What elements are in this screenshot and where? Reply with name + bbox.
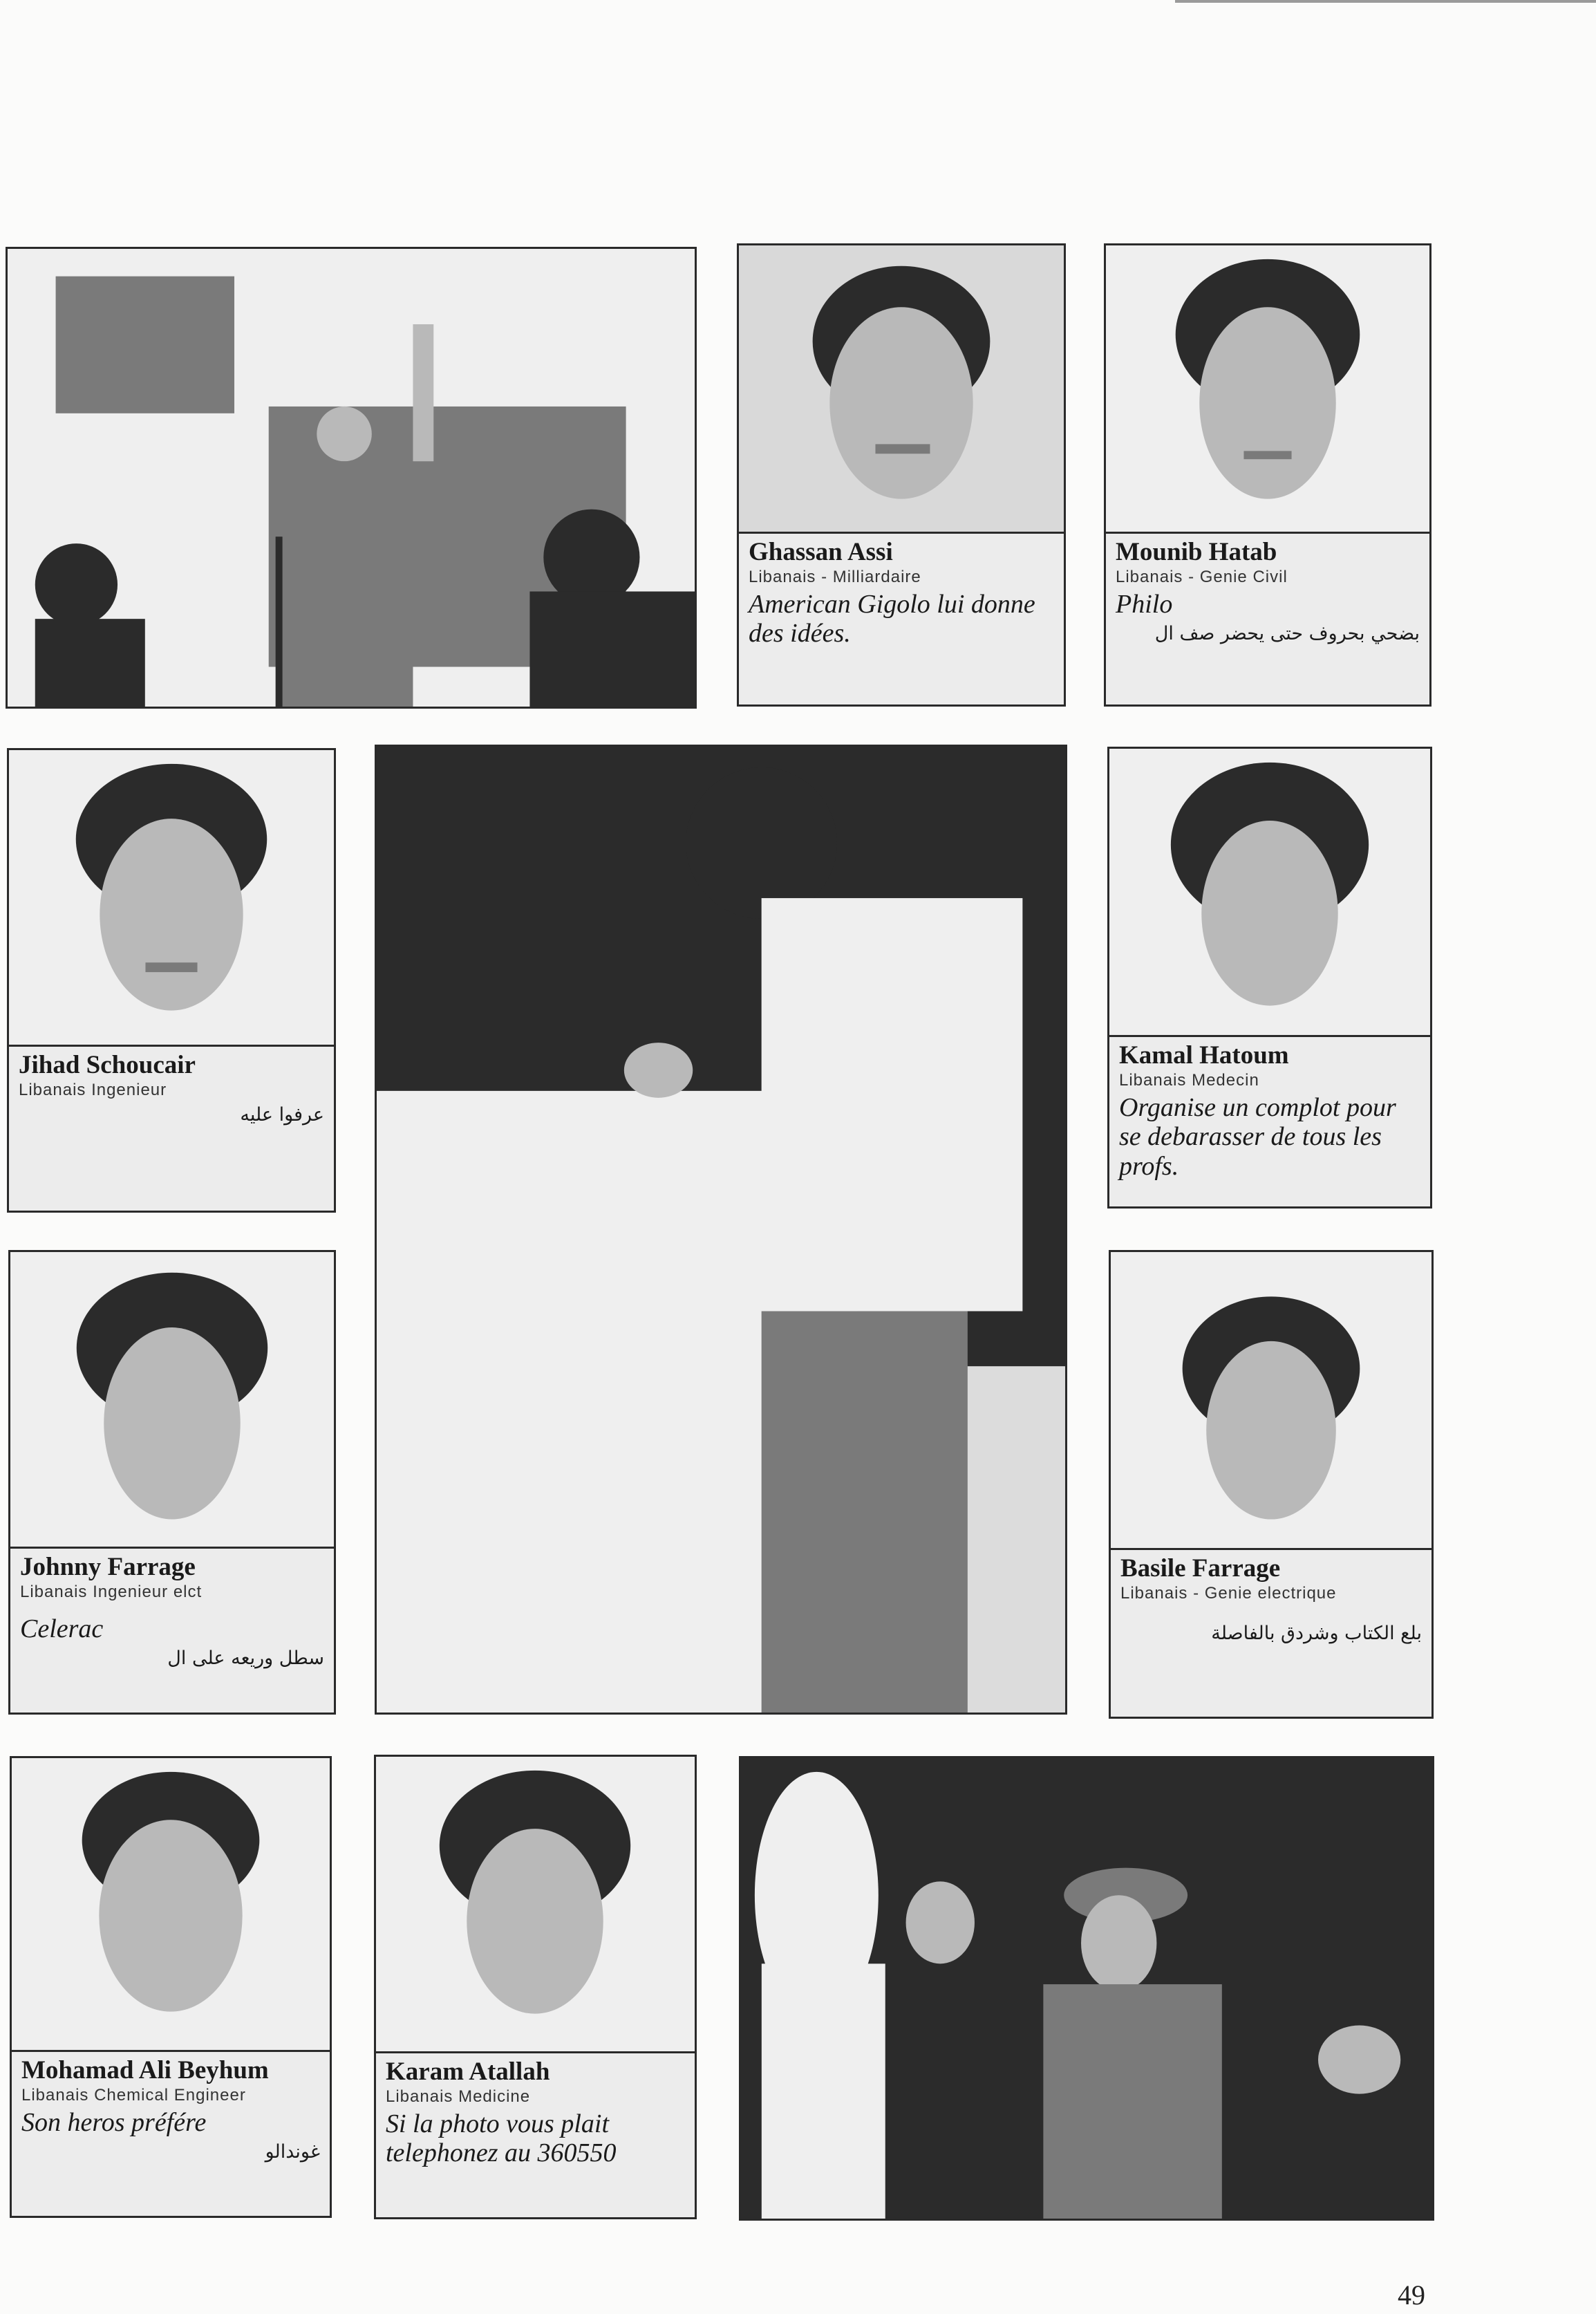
student-name: Johnny Farrage (20, 1553, 196, 1581)
student-quote: Organise un complot pour se debarasser de tous les profs. (1119, 1092, 1396, 1181)
portrait-caption (1111, 1548, 1431, 1717)
party-photo (739, 1756, 1434, 2221)
central-photo (375, 745, 1067, 1715)
portrait-card-basile-farrage (1109, 1250, 1434, 1719)
student-name: Jihad Schoucair (19, 1051, 196, 1079)
student-subtitle: Libanais - Milliardaire (749, 567, 921, 586)
portrait-caption (10, 1547, 334, 1713)
student-subtitle: Libanais Ingenieur elct (20, 1582, 203, 1601)
page-number: 49 (1398, 2279, 1425, 2311)
portrait-caption (1106, 532, 1429, 705)
portrait-card-kamal-hatoum (1107, 747, 1432, 1209)
student-subtitle: Libanais Chemical Engineer (21, 2085, 246, 2105)
student-name: Karam Atallah (386, 2058, 550, 2086)
student-arabic-quote: سطل وريعه على ال (167, 1648, 324, 1670)
portrait-caption (376, 2051, 695, 2217)
student-subtitle: Libanais - Genie electrique (1120, 1583, 1337, 1603)
party-photo-image (741, 1758, 1432, 2219)
classroom-photo (6, 247, 697, 709)
student-quote: Si la photo vous plait telephonez au 360550 (386, 2109, 617, 2168)
portrait-card-mohamad-ali-beyhum (10, 1756, 332, 2218)
portrait-card-karam-atallah (374, 1755, 697, 2219)
student-subtitle: Libanais Ingenieur (19, 1080, 167, 1099)
central-photo-image (377, 747, 1065, 1713)
portrait-caption (9, 1045, 334, 1211)
student-quote: Philo (1116, 589, 1173, 619)
student-name: Ghassan Assi (749, 538, 893, 566)
student-subtitle: Libanais Medicine (386, 2087, 531, 2106)
student-arabic-quote: بلع الكتاب وشردق بالفاصلة (1211, 1622, 1422, 1644)
portrait-caption (739, 532, 1064, 705)
student-name: Mounib Hatab (1116, 538, 1277, 566)
student-subtitle: Libanais - Genie Civil (1116, 567, 1288, 586)
student-name: Kamal Hatoum (1119, 1041, 1289, 1070)
portrait-card-ghassan-assi (737, 243, 1066, 707)
portrait-card-johnny-farrage (8, 1250, 336, 1715)
student-arabic-quote: غوندالو (265, 2141, 320, 2163)
student-arabic-quote: بضحي بحروف حتى يحضر صف ال (1154, 623, 1420, 645)
student-subtitle: Libanais Medecin (1119, 1070, 1259, 1090)
portrait-caption (12, 2050, 330, 2216)
student-quote: American Gigolo lui donne des idées. (749, 589, 1035, 649)
portrait-caption (1109, 1035, 1430, 1206)
classroom-photo-image (8, 249, 695, 707)
student-name: Mohamad Ali Beyhum (21, 2056, 269, 2084)
student-quote: Celerac (20, 1614, 104, 1643)
portrait-card-mounib-hatab (1104, 243, 1431, 707)
top-rule (1175, 0, 1596, 3)
student-quote: Son heros préfére (21, 2107, 207, 2137)
portrait-card-jihad-schoucair (7, 748, 336, 1213)
student-arabic-quote: عرفوا عليه (240, 1103, 324, 1126)
student-name: Basile Farrage (1120, 1554, 1281, 1583)
